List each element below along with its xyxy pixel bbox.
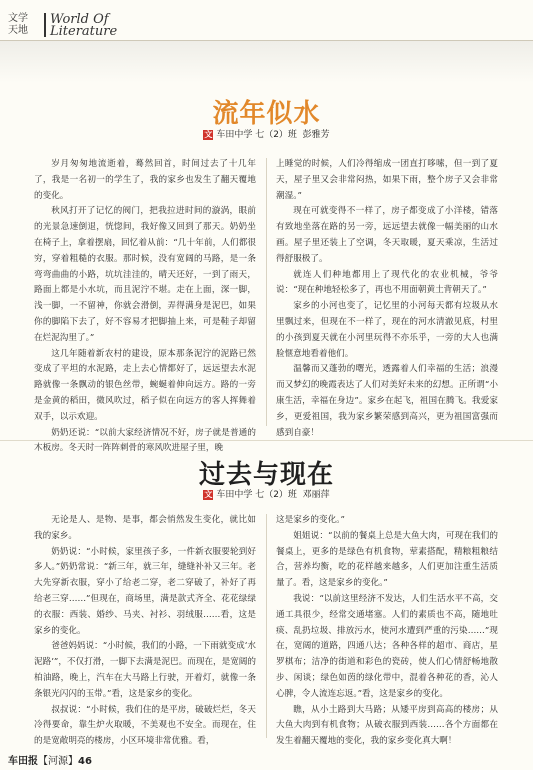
article2-column-right: [276, 513, 498, 750]
section-divider: [0, 440, 533, 441]
page-footer: [8, 752, 92, 767]
newspaper-brand: 车田报: [8, 756, 38, 767]
column-divider: [266, 158, 267, 426]
paragraph: 秋风打开了记忆的阀门，把我拉进时间的漩涡，眼前的光景急速倒退，恍惚间，我好像又回到了那天。奶奶坐在椅子上，拿着摆扇，回忆着从前：“几十年前，人们都很穷，穿着粗糙的衣服。那时候，没有宽阔的马路，是一条弯弯曲曲的小路，坑坑洼洼的，晴天还好，一到了雨天，路面上都是小水坑，而且泥泞不堪。走在上面，深一脚，浅一脚，一不留神，你就会滑倒，弄得满身是泥巴，如果你的脚陷下去了，好不容易才把脚抽上来，可是鞋子却留在烂泥沟里了。”: [34, 206, 256, 343]
page-number: 46: [78, 756, 92, 767]
article2-title: 过去与现在: [198, 460, 334, 490]
article1-title: 流年似水: [212, 99, 321, 129]
column-divider: [266, 514, 267, 738]
paragraph: 现在可就变得不一样了，房子都变成了小洋楼，错落有致地坐落在路的另一旁，远远望去就像一幅美丽的山水画。屋子里还装上了空调，冬天取暖，夏天乘凉，生活过得舒服极了。: [276, 206, 498, 264]
paragraph: 瞧，从小土路到大马路；从矮平房到高高的楼房；从大鱼大肉到有机食物；从破衣服到西装……各个方面都在发生着翻天覆地的变化，我的家乡变化真大啊！: [276, 704, 498, 747]
section-header: [0, 0, 130, 45]
section-name-line2: 天地: [8, 25, 28, 36]
paragraph: 岁月匆匆地流逝着，蓦然回首，时间过去了十几年了，我是一名初一的学生了，我的家乡也发生了翻天覆地的变化。: [34, 159, 256, 201]
paragraph: 无论是人、是物、是事，都会悄然发生变化，就比如我的家乡。: [34, 515, 256, 541]
footer-section: 【河源】: [38, 756, 78, 767]
paragraph: 姐姐说：“以前的餐桌上总是大鱼大肉，可现在我们的餐桌上，更多的是绿色有机食物，荤素搭配，精粮粗粮结合，营养均衡，吃的花样越来越多，人们更加注重生活质量了。看，这是家乡的变化。”: [276, 530, 498, 589]
paragraph: 上睡觉的时候，人们冷得缩成一团直打哆嗦，但一到了夏天，屋子里又会非常闷热，如果下雨，整个房子又会非常潮湿。”: [276, 159, 498, 201]
paragraph: 家乡的小河也变了，记忆里的小河每天都有垃圾从水里飘过来，但现在不一样了，现在的河水清澈见底，村里的小孩到夏天就在小河里玩得不亦乐乎，一旁的大人也满脸惬意地看着他们。: [276, 301, 498, 359]
paragraph: 这是家乡的变化。”: [276, 515, 345, 525]
paragraph: 爸爸妈妈说：“小时候，我们的小路，一下雨就变成‘水泥路’”，不仅打滑，一脚下去满是泥巴。而现在，是宽阔的柏油路，晚上，汽车在大马路上行驶，开着灯，就像一条条银光闪闪的玉带。”看，这是家乡的变化。: [34, 641, 256, 699]
paragraph: 就连人们种地都用上了现代化的农业机械，爷爷说：“现在种地轻松多了，再也不用面朝黄土背朝天了。”: [276, 269, 498, 296]
header-shade: [0, 41, 533, 83]
article1-column-left: [34, 157, 256, 457]
article2-author: 邓丽萍: [302, 490, 330, 500]
paragraph: 温馨而又蓬勃的曙光，透露着人们幸福的生活；浪漫而又梦幻的晚霞表达了人们对美好未来的幻想。正所谓“小康生活，幸福在身边”。家乡在起飞，祖国在腾飞。我爱家乡，更爱祖国，我为家乡繁荣感到高兴，更为祖国富强而感到自豪！: [276, 364, 498, 438]
section-en-line2: Literature: [50, 24, 118, 39]
byline-mark-icon: 文: [204, 489, 213, 499]
paragraph: 这几年随着新农村的建设，原本那条泥泞的泥路已然变成了平坦的水泥路，走上去心情都好了，远远望去水泥路就像一条飘动的银色丝带，蜿蜒着伸向远方。路的一旁是金黄的稻田，微风吹过，稻子似在向远方的客人挥舞着双手，以示欢迎。: [34, 348, 256, 422]
section-name-line1: 文学: [8, 13, 28, 24]
byline-mark-icon: 文: [204, 129, 213, 139]
article1-school: 车田中学 七（2）班: [216, 130, 297, 140]
article1-byline: [0, 127, 533, 140]
article2-school: 车田中学 七（2）班: [216, 490, 297, 500]
article2-byline: [0, 487, 533, 500]
article1-column-right: [276, 157, 498, 441]
article2-column-left: [34, 513, 256, 750]
paragraph: 叔叔说：“小时候，我们住的是平房，破破烂烂，冬天冷得要命，靠生炉火取暖，不美观也不安全。而现在，住的是宽敞明亮的楼房，小区环境非常优雅。看，: [34, 704, 256, 747]
header-divider-bar: [44, 13, 46, 37]
article1-author: 彭雅芳: [302, 130, 330, 140]
paragraph: 我说：“以前这里经济不发达，人们生活水平不高，交通工具很少，经常交通堵塞。人们的素质也不高，随地吐痰、乱扔垃圾、排放污水，使河水遭到严重的污染……”现在，宽阔的道路，四通八达；各种各样的超市、商店，星罗棋布；洁净的街道和彩色的瓷砖，使人们心情舒畅地散步、闲谈；绿色如茵的绿化带中，混着各种花的香，沁人心脾，令人流连忘返。”看，这是家乡的变化。: [276, 593, 498, 699]
section-en-line1: World Of: [50, 12, 109, 27]
paragraph: 奶奶说：“小时候，家里孩子多，一件新衣服要轮到好多人。”奶奶常说：“新三年，就三年，缝缝补补又三年。老大先穿新衣服，穿小了给老二穿，老二穿破了，补好了再给老三穿……”但现在，商场里，满是款式齐全、花花绿绿的衣服：西装、婚纱、马夹、衬衫、羽绒服……看，这是家乡的变化。: [34, 546, 256, 636]
paragraph: 奶奶还说：“以前大家经济情况不好，房子就是普通的木板房。冬天时一阵阵刺骨的寒风吹进屋子里，晚: [34, 427, 256, 454]
